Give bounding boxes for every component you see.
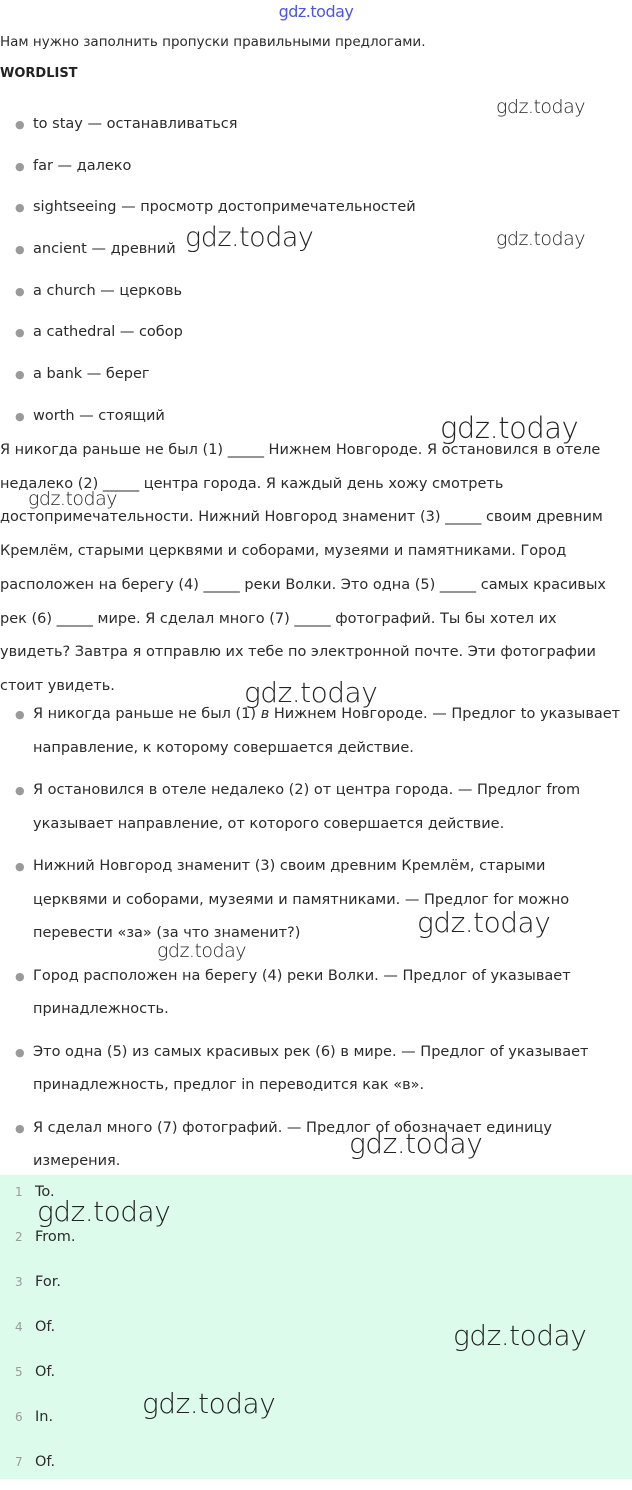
answer-item — [0, 1400, 632, 1445]
watermark: gdz.today — [496, 228, 585, 250]
wordlist-item — [0, 354, 416, 396]
story-text: Я никогда раньше не был (1) _____ Нижнем Новгороде. Я остановился в отеле недалеко (2) _____ центра города. Я каждый день хожу смотреть достопримечательности. Нижний Новгород знаменит (3) _____ своим древним Кремлём, старыми церквями и соборами, музеями и памятниками. Город расположен на берегу (4) _____ реки Волки. Это одна (5) _____ самых красивых рек (6) _____ мире. Я сделал много (7) _____ фотографий. Ты бы хотел их увидеть? Завтра я отправлю их тебе по электронной почте. Эти фотографии стоит увидеть. — [0, 434, 632, 704]
answer-text: For. — [35, 1274, 61, 1290]
wordlist-item-text: far — далеко — [33, 158, 131, 174]
answer-text: Of. — [35, 1454, 55, 1470]
watermark: gdz.today — [453, 1319, 586, 1352]
bullet-icon: ● — [15, 354, 25, 396]
explanation-text: Город расположен на берегу (4) реки Волки. — Предлог of указывает принадлежность. — [33, 968, 571, 1018]
wordlist-item-text: sightseeing — просмотр достопримечательностей — [33, 199, 416, 215]
explanation-list — [0, 698, 632, 1188]
task-intro: Нам нужно заполнить пропуски правильными предлогами. — [0, 34, 426, 50]
explanation-item — [0, 1036, 632, 1103]
bullet-icon: ● — [15, 774, 25, 808]
bullet-icon: ● — [15, 271, 25, 313]
bullet-icon: ● — [15, 104, 25, 146]
answer-text: To. — [35, 1184, 55, 1200]
bullet-icon: ● — [15, 850, 25, 884]
explanation-item — [0, 1112, 632, 1179]
bullet-icon: ● — [15, 187, 25, 229]
wordlist-heading: WORDLIST — [0, 66, 78, 81]
bullet-icon: ● — [15, 960, 25, 994]
watermark: gdz.today — [440, 411, 578, 445]
explanation-text: Это одна (5) из самых красивых рек (6) в мире. — Предлог of указывает принадлежность, предлог in переводится как «в». — [33, 1044, 588, 1094]
bullet-icon: ● — [15, 1036, 25, 1070]
wordlist-item-text: a cathedral — собор — [33, 324, 183, 340]
answer-item — [0, 1445, 632, 1490]
answer-text: Of. — [35, 1319, 55, 1335]
explanation-text: Я остановился в отеле недалеко (2) от центра города. — Предлог from указывает направление, от которого совершается действие. — [33, 782, 580, 832]
wordlist-item — [0, 312, 416, 354]
answer-number: 1 — [15, 1175, 23, 1209]
watermark: gdz.today — [157, 940, 246, 962]
answer-text: In. — [35, 1409, 53, 1425]
site-logo[interactable]: gdz.today — [0, 2, 632, 21]
watermark: gdz.today — [142, 1387, 275, 1420]
watermark: gdz.today — [28, 488, 117, 510]
answer-item — [0, 1355, 632, 1400]
wordlist-item-text: to stay — останавливаться — [33, 116, 238, 132]
answer-text: Of. — [35, 1364, 55, 1380]
wordlist-item — [0, 104, 416, 146]
bullet-icon: ● — [15, 1112, 25, 1146]
watermark: gdz.today — [496, 96, 585, 118]
bullet-icon: ● — [15, 312, 25, 354]
answer-number: 4 — [15, 1310, 23, 1344]
watermark: gdz.today — [417, 906, 550, 939]
answer-text: From. — [35, 1229, 76, 1245]
answer-number: 5 — [15, 1355, 23, 1389]
bullet-icon: ● — [15, 396, 25, 438]
explanation-text: Я никогда раньше не был (1) — [33, 706, 261, 722]
explanation-item — [0, 960, 632, 1027]
answer-number: 2 — [15, 1220, 23, 1254]
explanation-item — [0, 774, 632, 841]
bullet-icon: ● — [15, 229, 25, 271]
wordlist-item — [0, 146, 416, 188]
watermark: gdz.today — [185, 222, 313, 253]
wordlist — [0, 104, 416, 438]
explanation-text: Нижний Новгород знаменит (3) своим древним Кремлём, старыми церквями и соборами, музеями и памятниками. — Предлог for можно перевести «за» (за что знаменит?) — [33, 858, 569, 941]
explanation-text: Я сделал много (7) фотографий. — Предлог of обозначает единицу измерения. — [33, 1120, 552, 1170]
answer-item — [0, 1265, 632, 1310]
wordlist-item-text: a church — церковь — [33, 283, 182, 299]
explanation-emphasis: в — [261, 706, 270, 722]
wordlist-item — [0, 396, 416, 438]
wordlist-item — [0, 271, 416, 313]
watermark: gdz.today — [349, 1127, 482, 1160]
watermark: gdz.today — [244, 676, 377, 709]
answer-number: 3 — [15, 1265, 23, 1299]
wordlist-item-text: worth — стоящий — [33, 408, 165, 424]
wordlist-item-text: a bank — берег — [33, 366, 150, 382]
answer-number: 7 — [15, 1445, 23, 1479]
watermark: gdz.today — [37, 1195, 170, 1228]
answer-number: 6 — [15, 1400, 23, 1434]
wordlist-item-text: ancient — древний — [33, 241, 176, 257]
bullet-icon: ● — [15, 146, 25, 188]
bullet-icon: ● — [15, 698, 25, 732]
explanation-text-tail: Нижнем Новгороде. — Предлог to указывает направление, к которому совершается действие. — [33, 706, 620, 756]
